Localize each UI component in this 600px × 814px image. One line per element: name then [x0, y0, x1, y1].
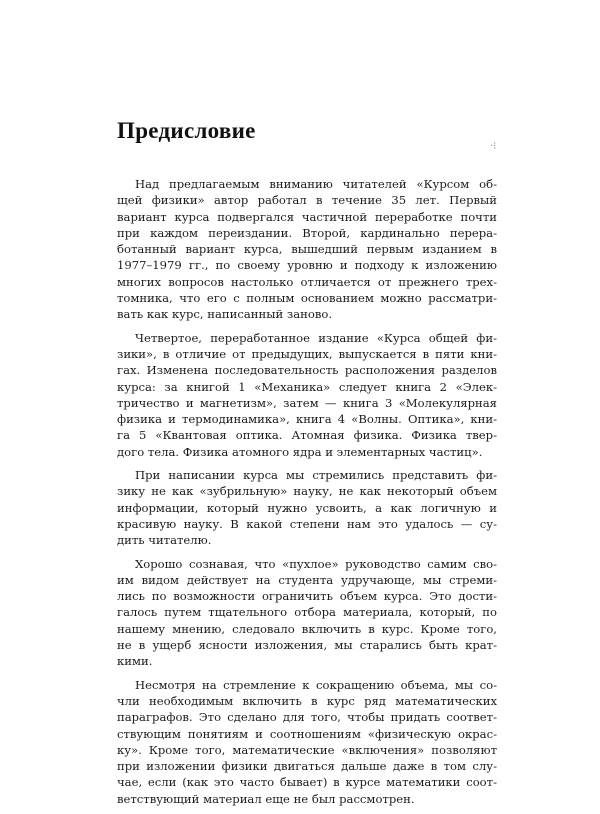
text-line: 1977–1979 гг., по своему уровню и подходу к изложению — [117, 258, 497, 273]
preface-body — [117, 176, 497, 814]
text-line: при каждом переиздании. Второй, кардинально перера- — [117, 225, 497, 240]
text-line: кими. — [117, 654, 153, 669]
text-line: при изложении физики двигаться дальше даже в том слу- — [117, 759, 497, 774]
text-line: гах. Изменена последовательность расположения разделов — [117, 363, 497, 378]
margin-mark: ·⁝ — [490, 141, 497, 152]
text-line: тричество и магнетизм», затем — книга 3 «Молекулярная — [117, 395, 497, 410]
text-line: ку». Кроме того, математические «включения» позволяют — [117, 742, 497, 757]
paragraph — [117, 176, 497, 323]
page-title: Предисловие — [117, 118, 256, 143]
text-line: дить читателю. — [117, 533, 212, 548]
text-line: красивую науку. В какой степени нам это удалось — су- — [117, 516, 497, 531]
paragraph — [117, 677, 497, 807]
text-line: не в ущерб ясности изложения, мы старались быть крат- — [117, 638, 497, 653]
text-line: чае, если (как это часто бывает) в курсе математики соот- — [117, 775, 497, 790]
text-line: дого тела. Физика атомного ядра и элементарных частиц». — [117, 444, 483, 459]
paragraph — [117, 556, 497, 670]
text-line: информации, который нужно усвоить, а как логичную и — [117, 500, 497, 515]
text-line: Четвертое, переработанное издание «Курса общей фи- — [135, 330, 497, 345]
text-line: галось путем тщательного отбора материала, который, по — [117, 605, 497, 620]
text-line: Хорошо сознавая, что «пухлое» руководство самим сво- — [135, 556, 497, 571]
text-line: зику не как «зубрильную» науку, не как некоторый объем — [117, 484, 497, 499]
text-line: физика и термодинамика», книга 4 «Волны. Оптика», кни- — [117, 412, 497, 427]
text-line: многих вопросов настолько отличается от прежнего трех- — [117, 274, 497, 289]
text-line: зики», в отличие от предыдущих, выпускается в пяти кни- — [117, 346, 497, 361]
text-line: томника, что его с полным основанием можно рассматри- — [117, 291, 497, 306]
text-line: им видом действует на студента удручающе, мы стреми- — [117, 572, 497, 587]
text-line: нашему мнению, следовало включить в курс. Кроме того, — [117, 621, 497, 636]
text-line: ствующим понятиям и соотношениям «физическую окрас- — [117, 726, 497, 741]
text-line: параграфов. Это сделано для того, чтобы придать соответ- — [117, 710, 497, 725]
paragraph — [117, 330, 497, 460]
text-line: ботанный вариант курса, вышедший первым изданием в — [117, 242, 497, 257]
text-line: ветствующий материал еще не был рассмотрен. — [117, 791, 415, 806]
text-line: лись по возможности ограничить объем курса. Это дости- — [117, 589, 497, 604]
text-line: га 5 «Квантовая оптика. Атомная физика. Физика твер- — [117, 428, 497, 443]
text-line: Над предлагаемым вниманию читателей «Курсом об- — [135, 177, 497, 191]
text-line: При написании курса мы стремились представить фи- — [135, 468, 497, 483]
text-line: чли необходимым включить в курс ряд математических — [117, 693, 497, 708]
text-line: курса: за книгой 1 «Механика» следует книга 2 «Элек- — [117, 379, 497, 394]
paragraph — [117, 467, 497, 548]
text-line: щей физики» автор работал в течение 35 лет. Первый — [117, 193, 497, 208]
text-line: вать как курс, написанный заново. — [117, 307, 333, 322]
text-line: вариант курса подвергался частичной переработке почти — [117, 209, 497, 224]
text-line: Несмотря на стремление к сокращению объема, мы со- — [135, 677, 497, 692]
